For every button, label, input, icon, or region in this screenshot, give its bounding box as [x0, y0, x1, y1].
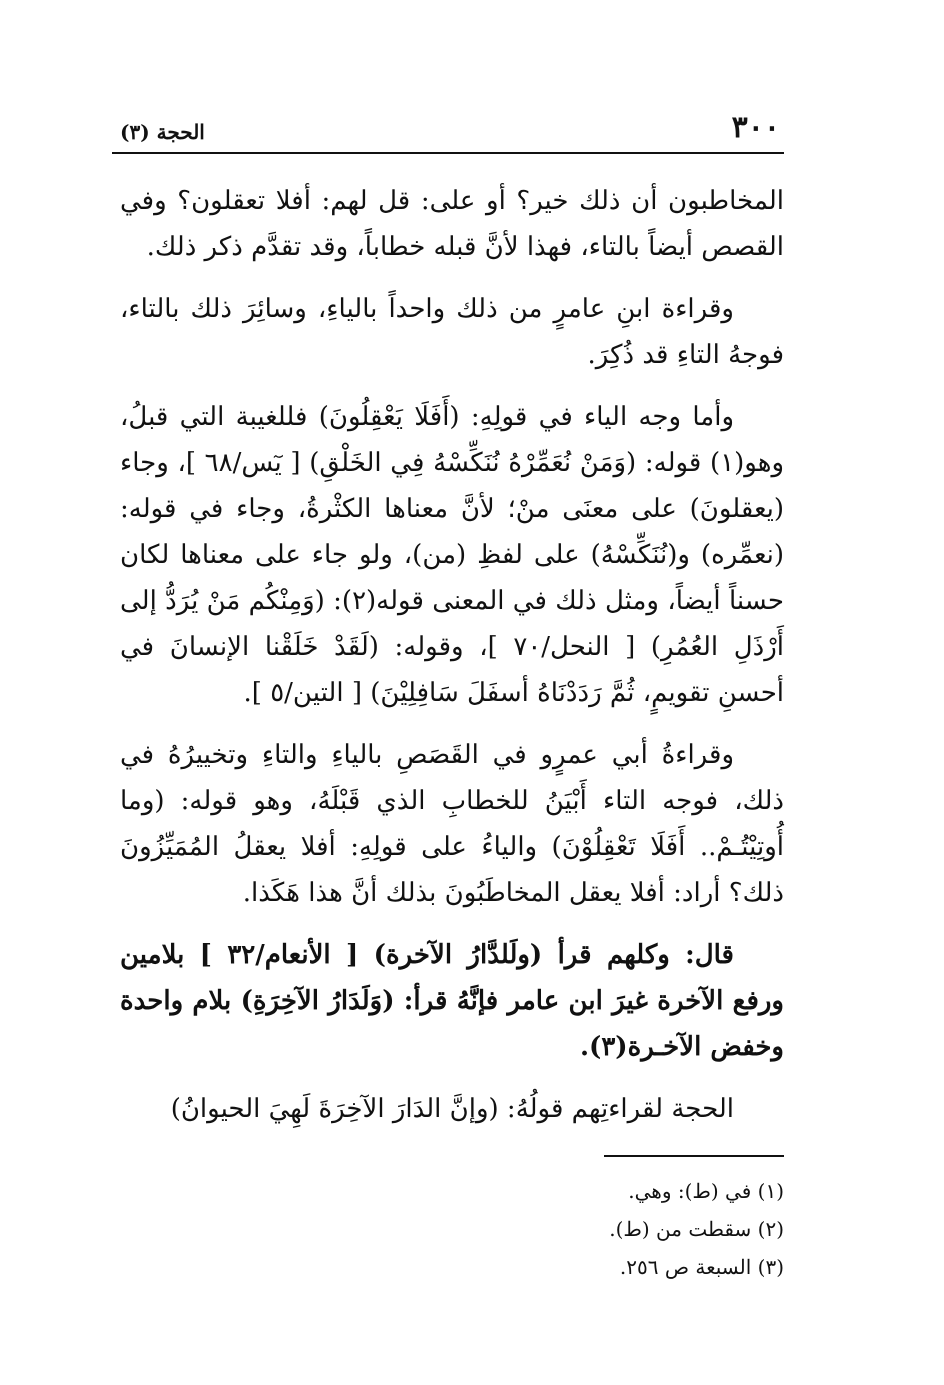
- footnote-3: (٣) السبعة ص ٢٥٦.: [619, 1255, 784, 1279]
- paragraph-1: المخاطبون أن ذلك خير؟ أو على: قل لهم: أفلا تعقلون؟ وفي القصص أيضاً بالتاء، فهذا لأنَّ قبله خطاباً، وقد تقدَّم ذكر ذلك.: [120, 186, 784, 262]
- paragraph-6: الحجة لقراءتِهم قولُهُ: (وإنَّ الدَارَ الآخِرَةَ لَهِيَ الحيوانُ): [170, 1094, 734, 1124]
- page-body: [120, 178, 784, 1148]
- paragraph-5: قال: وكلهم قرأ (ولَلدَّارُ الآخرة) [ الأنعام/٣٢ ] بلامين ورفع الآخرة غيرَ ابن عامر فإنَّهُ قرأ: (وَلَدَارُ الآخِرَةِ) بلام واحدة وخفض الآخـرة(٣).: [120, 940, 784, 1062]
- footnote-divider: [604, 1155, 784, 1157]
- paragraph-4: وقراءةُ أبي عمرٍو في القَصَصِ بالياءِ والتاءِ وتخييرُهُ في ذلك، فوجه التاء أَبْيَنُ للخطابِ الذي قَبْلَهُ، وهو قوله: (وما أُوتِيْتُـمْ.. أَفَلَا تَعْقِلُوْنَ) والياءُ على قولِهِ: أفلا يعقلُ المُمَيِّزُونَ ذلك؟ أراد: أفلا يعقل المخاطَبُونَ بذلك أنَّ هذا هَكَذا.: [120, 740, 784, 908]
- footnote-1: (١) في (ط): وهي.: [628, 1179, 784, 1203]
- page-number: ٣٠٠: [731, 110, 780, 145]
- paragraph-2: وقراءة ابنِ عامرٍ من ذلك واحداً بالياءِ، وسائِرَ ذلك بالتاء، فوجهُ التاءِ قد ذُكِرَ.: [120, 294, 784, 370]
- footnotes: [284, 1172, 784, 1286]
- header-divider: [112, 152, 784, 154]
- paragraph-3: وأما وجه الياء في قولِهِ: (أَفَلَا يَعْقِلُونَ) فللغيبة التي قبلُ، وهو(١) قوله: (وَمَنْ نُعَمِّرْهُ نُنَكِّسْهُ فِي الخَلْقِ) [ يٓس/٦٨ ]، وجاء (يعقلونَ) على معنَى منْ؛ لأنَّ معناها الكثْرةُ، وجاء في قوله: (نعمِّره) و(نُنَكِّسْهُ) على لفظِ (من)، ولو جاء على معناها لكان حسناً أيضاً، ومثل ذلك في المعنى قوله(٢): (وَمِنْكُم مَنْ يُرَدُّ إلى أَرْذَلِ العُمُرِ) [ النحل/٧٠ ]، وقوله: (لَقَدْ خَلَقْنا الإنسانَ في أحسنِ تقويمٍ، ثُمَّ رَدَدْنَاهُ أسفَلَ سَافِلِيْنَ) [ التين/٥ ].: [120, 402, 784, 708]
- footnote-2: (٢) سقطت من (ط).: [609, 1217, 784, 1241]
- running-title: الحجة (٣): [120, 120, 205, 144]
- page-header: [112, 110, 784, 154]
